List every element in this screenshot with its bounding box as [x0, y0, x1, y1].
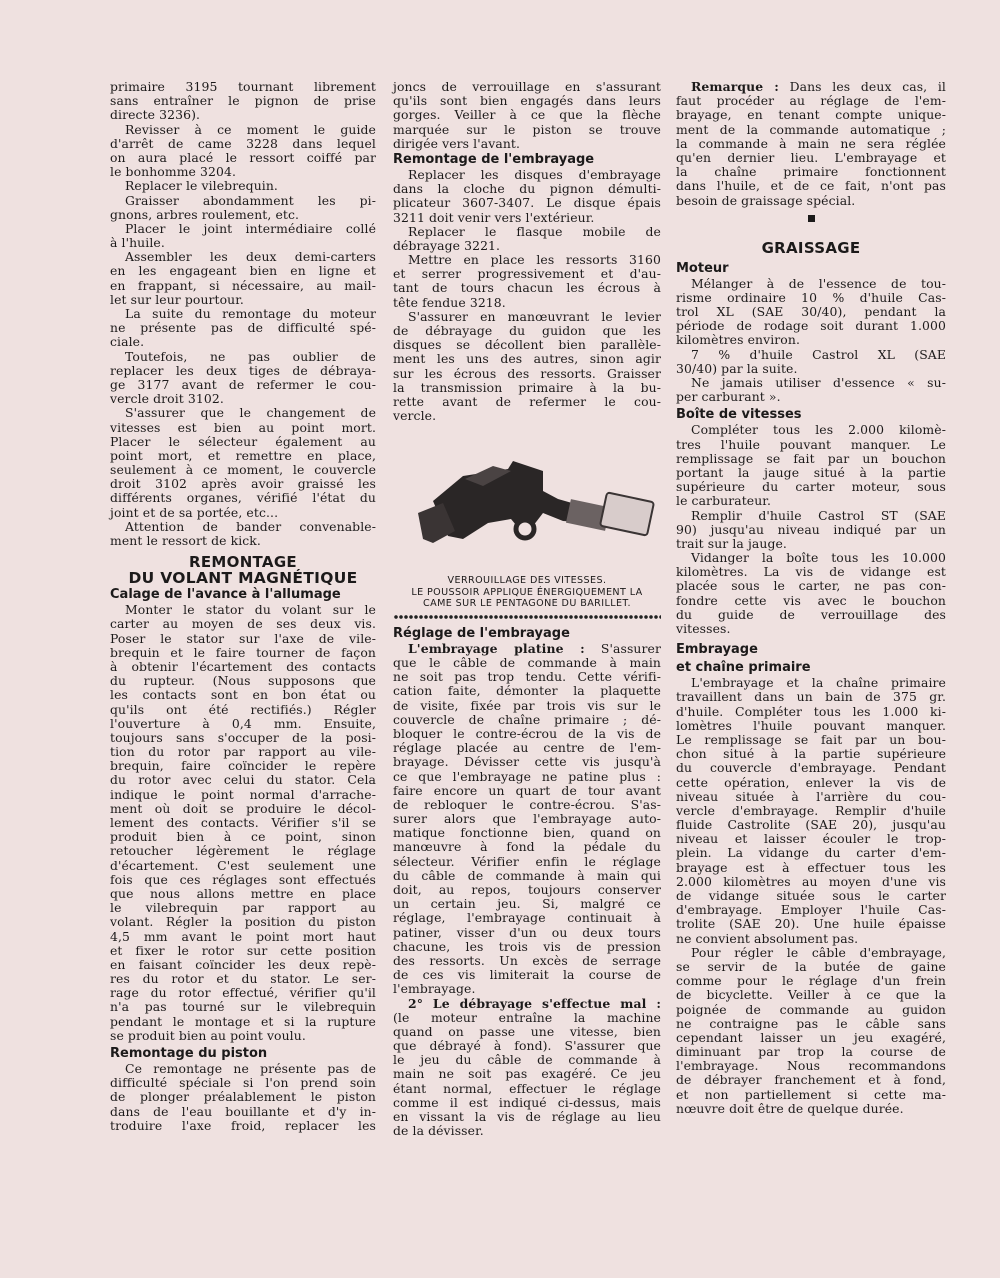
paragraph: [393, 642, 661, 997]
text-line: vercle.: [393, 408, 437, 424]
text-line: faut procéder au réglage de l'em-: [676, 93, 946, 109]
text-line: ment où doit se produire le décol-: [110, 800, 376, 816]
paragraph: [676, 376, 946, 404]
text-line: de rebloquer le contre-écrou. S'as-: [393, 796, 661, 812]
text-line: brayage, en tenant compte unique-: [676, 107, 946, 123]
text-line: Graisser abondamment les pi-: [125, 192, 376, 208]
text-line: brayage est à effectuer tous les: [676, 859, 946, 875]
text-line: 4,5 mm avant le point mort haut: [110, 928, 376, 944]
paragraph: [110, 603, 376, 1043]
text-line: joint et de sa portée, etc...: [110, 504, 279, 520]
text-line: portant la jauge situé à la partie: [676, 464, 946, 480]
text-line: cependant laisser un jeu exagéré,: [676, 1029, 946, 1045]
text-line: fluide Castrolite (SAE 20), jusqu'au: [676, 817, 946, 833]
paragraph: [393, 997, 661, 1139]
text-line: placée sous le carter, ne pas con-: [676, 578, 946, 594]
paragraph: [676, 676, 946, 946]
paragraph: [393, 225, 661, 253]
text-line: L'embrayage et la chaîne primaire: [691, 675, 946, 691]
text-line: ce que l'embrayage ne patine plus :: [393, 768, 661, 784]
text-line: per carburant ».: [676, 389, 781, 405]
text-line: et non partiellement si cette ma-: [676, 1086, 946, 1102]
text-line: chon situé à la partie supérieure: [676, 746, 946, 762]
text-line: cette opération, enlever la vis de: [676, 774, 946, 790]
paragraph: [110, 1062, 376, 1133]
text-line: plein. La vidange du carter d'em-: [676, 845, 946, 861]
text-line: brequin, faire coïncider le repère: [110, 758, 376, 774]
column-3: [676, 80, 946, 1116]
text-line: Remplir d'huile Castrol ST (SAE: [691, 507, 946, 523]
text-line: que débrayé à fond). S'assurer que: [393, 1038, 661, 1054]
text-line: du câble de commande à main qui: [393, 867, 661, 883]
text-line: comme pour le réglage d'un frein: [676, 973, 946, 989]
text-line: indique le point normal d'arrache-: [110, 786, 376, 802]
text-line: (le moteur entraîne la machine: [393, 1009, 661, 1025]
text-line: Replacer le flasque mobile de: [408, 223, 661, 239]
text-line: le jeu du câble de commande à: [393, 1052, 661, 1068]
text-line: ment de la commande automatique ;: [676, 121, 946, 137]
text-line: d'huile. Compléter tous les 1.000 ki-: [676, 703, 946, 719]
text-line: de plonger préalablement le piston: [110, 1089, 376, 1105]
text-line: du guide de verrouillage des: [676, 606, 946, 622]
subheading-calage: Calage de l'avance à l'allumage: [110, 587, 341, 603]
text-line: sur les écrous des ressorts. Graisser: [393, 365, 661, 381]
text-line: retoucher légèrement le réglage: [110, 843, 376, 859]
text-line: le carburateur.: [676, 493, 771, 509]
caption-line: VERROUILLAGE DES VITESSES.: [447, 575, 607, 587]
text-line: du rotor avec celui du stator. Cela: [110, 772, 376, 788]
text-line: Mélanger à de l'essence de tou-: [691, 275, 946, 291]
text-line: d'écartement. C'est seulement une: [110, 857, 376, 873]
text-line: besoin de graissage spécial.: [676, 192, 856, 208]
text-line: fondre cette vis avec le bouchon: [676, 592, 946, 608]
paragraph: [676, 509, 946, 552]
gear-selector-illustration: [393, 431, 661, 571]
paragraph: [676, 277, 946, 348]
text-line: [393, 997, 661, 1011]
text-line: 2.000 kilomètres au moyen d'une vis: [676, 873, 946, 889]
text-line: d'arrêt de came 3228 dans lequel: [110, 135, 376, 151]
subheading-boite-vitesses: Boîte de vitesses: [676, 407, 802, 423]
text-line: Revisser à ce moment le guide: [125, 121, 376, 137]
text-line: 30/40) par la suite.: [676, 360, 798, 376]
text-line: ne contraigne pas le câble sans: [676, 1015, 946, 1031]
text-line: qu'ils ont été rectifiés.) Régler: [110, 701, 376, 717]
text-line: de débrayer franchement et à fond,: [676, 1072, 946, 1088]
text-line: brayage. Dévisser cette vis jusqu'à: [393, 754, 661, 770]
text-line: l'ouverture à 0,4 mm. Ensuite,: [110, 715, 376, 731]
text-line: joncs de verrouillage en s'assurant: [393, 79, 661, 94]
text-line: la transmission primaire à la bu-: [393, 379, 661, 395]
text-line: remplissage se fait par un bouchon: [676, 450, 946, 466]
text-line: dirigée vers l'avant.: [393, 135, 521, 151]
text-line: Attention de bander convenable-: [125, 518, 376, 534]
text-line: de la dévisser.: [393, 1123, 484, 1139]
text-line: en faisant coïncider les deux repè-: [110, 956, 376, 972]
text-line: kilomètres environ.: [676, 332, 800, 348]
subheading-embrayage: Embrayage: [676, 642, 758, 658]
paragraph: [393, 168, 661, 225]
text-line: droit 3102 après avoir graissé les: [110, 476, 376, 492]
text-line: plicateur 3607-3407. Le disque épais: [393, 195, 661, 211]
text-line: carter au moyen de ses deux vis.: [110, 616, 376, 632]
text-line: [393, 642, 661, 656]
text-line: réglage placée au centre de l'em-: [393, 740, 661, 756]
paragraph: [110, 123, 376, 180]
text-line: tres l'huile pouvant manquer. Le: [676, 436, 946, 452]
text-line: nœuvre doit être de quelque durée.: [676, 1100, 904, 1116]
paragraph: [110, 194, 376, 222]
text-line: de bicyclette. Veiller à ce que la: [676, 987, 946, 1003]
text-line: de débrayage du guidon que les: [393, 323, 661, 338]
paragraph: [676, 423, 946, 508]
paragraph: [110, 350, 376, 407]
text-line: Vidanger la boîte tous les 10.000: [691, 550, 946, 566]
text-line: produit bien à ce point, sinon: [110, 829, 376, 845]
subheading-remontage-embrayage: Remontage de l'embrayage: [393, 151, 595, 167]
text-line: replacer les deux tiges de débraya-: [110, 362, 376, 378]
line-text: S'assurer: [584, 640, 661, 656]
paragraph: [393, 80, 661, 151]
text-line: du rupteur. (Nous supposons que: [110, 673, 376, 689]
text-line: [676, 80, 946, 94]
paragraph: [110, 179, 376, 193]
text-line: se produit bien au point voulu.: [110, 1027, 306, 1043]
text-line: directe 3236).: [110, 107, 201, 123]
text-line: faire encore un quart de tour avant: [393, 782, 661, 798]
section-title-volant: DU VOLANT MAGNÉTIQUE: [128, 569, 358, 588]
text-line: quand on passe une vitesse, bien: [393, 1023, 661, 1039]
text-line: période de rodage soit durant 1.000: [676, 318, 946, 334]
text-line: lomètres l'huile pouvant manquer.: [676, 717, 946, 733]
text-line: on aura placé le ressort coiffé par: [110, 149, 376, 165]
text-line: Assembler les deux demi-carters: [125, 249, 376, 265]
text-line: qu'ils sont bien engagés dans leurs: [393, 93, 661, 109]
text-line: à l'huile.: [110, 235, 165, 251]
text-line: qu'en dernier lieu. L'embrayage et: [676, 149, 946, 165]
text-line: dans de l'eau bouillante et d'y in-: [110, 1103, 376, 1119]
lead-bold: L'embrayage platine :: [408, 640, 585, 656]
text-line: Toutefois, ne pas oublier de: [125, 348, 376, 364]
text-line: l'embrayage. Nous recommandons: [676, 1058, 946, 1074]
text-line: sans entraîner le pignon de prise: [110, 93, 376, 109]
paragraph: [393, 310, 661, 424]
lead-bold: 2° Le débrayage s'effectue mal :: [408, 995, 661, 1011]
column-1: [110, 80, 376, 1133]
text-line: niveau et laisser écouler le trop-: [676, 831, 946, 847]
text-line: point mort, et remettre en place,: [110, 447, 376, 463]
text-line: de vidange située sous le carter: [676, 888, 946, 903]
text-line: 3211 doit venir vers l'extérieur.: [393, 209, 595, 225]
paragraph: [110, 520, 376, 548]
text-line: matique fonctionne bien, quand on: [393, 825, 661, 841]
text-line: patiner, visser d'un ou deux tours: [393, 924, 661, 940]
text-line: 7 % d'huile Castrol XL (SAE: [691, 346, 946, 362]
text-line: primaire 3195 tournant librement: [110, 79, 376, 94]
paragraph: [110, 80, 376, 123]
text-line: seulement à ce moment, le couvercle: [110, 462, 376, 478]
text-line: surer alors que l'embrayage auto-: [393, 811, 661, 827]
text-line: ne convient absolument pas.: [676, 930, 859, 946]
text-line: pendant le montage et si la rupture: [110, 1013, 376, 1029]
text-line: cation faite, démonter la plaquette: [393, 683, 661, 699]
text-line: S'assurer en manœuvrant le levier: [408, 308, 661, 324]
text-line: Placer le joint intermédiaire collé: [125, 220, 376, 236]
text-line: Ne jamais utiliser d'essence « su-: [691, 375, 946, 390]
paragraph: [676, 946, 946, 1116]
text-line: Replacer le vilebrequin.: [125, 178, 278, 194]
text-line: let sur leur pourtour.: [110, 291, 244, 307]
text-line: du couvercle d'embrayage. Pendant: [676, 760, 946, 776]
text-line: le bonhomme 3204.: [110, 164, 236, 180]
text-line: en vissant la vis de réglage au lieu: [393, 1109, 661, 1124]
paragraph: [110, 222, 376, 250]
paragraph: [676, 80, 946, 208]
text-line: difficulté spéciale si l'on prend soin: [110, 1075, 376, 1091]
text-line: en frappant, si nécessaire, au mail-: [110, 277, 376, 293]
section-end-square: [808, 215, 815, 222]
text-line: res du rotor et du stator. Le ser-: [110, 971, 376, 987]
text-line: débrayage 3221.: [393, 237, 501, 253]
subheading-moteur: Moteur: [676, 260, 729, 276]
text-line: la chaîne primaire fonctionnent: [676, 164, 946, 180]
text-line: tant de tours chacun les écrous à: [393, 280, 661, 296]
subheading-chaine-primaire: et chaîne primaire: [676, 660, 811, 676]
text-line: tion du rotor par rapport au vile-: [110, 744, 376, 760]
text-line: Ce remontage ne présente pas de: [125, 1061, 376, 1076]
text-line: le vilebrequin par rapport au: [110, 900, 376, 916]
text-line: Monter le stator du volant sur le: [125, 602, 376, 618]
text-line: et serrer progressivement et d'au-: [393, 266, 661, 282]
text-line: comme il est indiqué ci-dessus, mais: [393, 1094, 661, 1110]
text-line: sélecteur. Vérifier enfin le réglage: [393, 853, 661, 869]
caption-line: CAME SUR LE PENTAGONE DU BARILLET.: [423, 598, 631, 610]
text-line: Replacer les disques d'embrayage: [408, 166, 661, 182]
text-line: niveau située à l'arrière du cou-: [676, 788, 946, 804]
text-line: se servir de la butée de gaine: [676, 958, 946, 974]
wavy-separator: [393, 614, 661, 620]
text-line: n'a pas tourné sur le vilebrequin: [110, 999, 376, 1015]
text-line: gorges. Veiller à ce que la flèche: [393, 107, 661, 123]
text-line: manœuvre à fond la pédale du: [393, 839, 661, 855]
text-line: Placer le sélecteur également au: [110, 433, 376, 449]
text-line: les contacts sont en bon état ou: [110, 687, 376, 703]
text-line: chacune, les trois vis de pression: [393, 938, 661, 954]
text-line: La suite du remontage du moteur: [125, 306, 376, 321]
text-line: lement des contacts. Vérifier s'il se: [110, 815, 376, 830]
text-line: l'embrayage.: [393, 981, 476, 997]
text-line: Compléter tous les 2.000 kilomè-: [691, 422, 946, 438]
text-line: dans la cloche du pignon démulti-: [393, 181, 661, 197]
text-line: 90) jusqu'au niveau indiqué par un: [676, 521, 946, 537]
paragraph: [110, 250, 376, 307]
text-line: vercle d'embrayage. Remplir d'huile: [676, 802, 946, 818]
text-line: kilomètres. La vis de vidange est: [676, 564, 946, 580]
paragraph: [110, 406, 376, 520]
text-line: étant normal, effectuer le réglage: [393, 1080, 661, 1096]
figure-caption: [393, 575, 661, 610]
text-line: la commande à main ne sera réglée: [676, 135, 946, 151]
text-line: toujours sans s'occuper de la posi-: [110, 729, 376, 745]
text-line: volant. Régler la position du piston: [110, 914, 376, 930]
paragraph: [676, 551, 946, 636]
text-line: S'assurer que le changement de: [125, 405, 376, 421]
text-line: poignée de commande au guidon: [676, 1001, 946, 1017]
text-line: Poser le stator sur l'axe de vile-: [110, 630, 376, 646]
text-line: gnons, arbres roulement, etc.: [110, 206, 300, 222]
line-text: Dans les deux cas, il: [778, 79, 946, 94]
text-line: disques se décollent bien parallèle-: [393, 337, 661, 353]
lead-bold: Remarque :: [691, 79, 779, 94]
text-line: Le remplissage se fait par un bou-: [676, 731, 946, 747]
text-line: travaillent dans un bain de 375 gr.: [676, 689, 946, 705]
text-line: diminuant par trop la course de: [676, 1044, 946, 1060]
text-line: que nous allons mettre en place: [110, 885, 376, 901]
text-line: brequin et le faire tourner de façon: [110, 644, 376, 660]
text-line: Pour régler le câble d'embrayage,: [691, 944, 946, 960]
text-line: à obtenir l'écartement des contacts: [110, 658, 376, 674]
subheading-piston: Remontage du piston: [110, 1046, 268, 1061]
text-line: ment les uns des autres, sinon agir: [393, 351, 661, 367]
text-line: bloquer le contre-écrou de la vis de: [393, 725, 661, 741]
text-line: de ces vis limiterait la course de: [393, 967, 661, 983]
text-line: ment le ressort de kick.: [110, 533, 261, 548]
text-line: vitesses.: [676, 621, 731, 636]
text-line: supérieure du carter moteur, sous: [676, 479, 946, 495]
paragraph: [393, 253, 661, 310]
text-line: Mettre en place les ressorts 3160: [408, 252, 661, 268]
text-line: fois que ces réglages sont effectués: [110, 871, 376, 887]
paragraph: [676, 348, 946, 376]
text-line: ciale.: [110, 334, 145, 350]
column-2: [393, 80, 661, 1138]
gear-lock-photo: [393, 431, 661, 571]
text-line: troduire l'axe froid, replacer les: [110, 1117, 376, 1133]
section-title-remontage: REMONTAGE: [189, 553, 297, 572]
subheading-reglage-embrayage: Réglage de l'embrayage: [393, 625, 570, 641]
text-line: ge 3177 avant de refermer le cou-: [110, 376, 376, 392]
paragraph: [110, 307, 376, 350]
text-line: d'embrayage. Employer l'huile Cas-: [676, 902, 946, 918]
text-line: risme ordinaire 10 % d'huile Cas-: [676, 289, 946, 305]
section-title-graissage: GRAISSAGE: [761, 238, 861, 257]
text-line: un certain jeu. Si, malgré ce: [393, 896, 661, 912]
text-line: des ressorts. Un excès de serrage: [393, 952, 661, 968]
text-line: rette avant de refermer le cou-: [393, 393, 661, 409]
text-line: rage du rotor effectué, vérifier qu'il: [110, 985, 376, 1001]
text-line: vercle droit 3102.: [110, 391, 224, 407]
text-line: vitesses est bien au point mort.: [110, 419, 376, 435]
text-line: marquée sur le piston se trouve: [393, 121, 661, 137]
text-line: en les engageant bien en ligne et: [110, 263, 376, 279]
caption-line: LE POUSSOIR APPLIQUE ÉNERGIQUEMENT LA: [411, 586, 643, 598]
text-line: tête fendue 3218.: [393, 294, 506, 310]
text-line: main ne soit pas exagéré. Ce jeu: [393, 1066, 661, 1082]
text-line: et fixer le rotor sur cette position: [110, 942, 376, 958]
text-line: doit, au repos, toujours conserver: [393, 882, 661, 897]
text-line: dans l'huile, et de ce fait, n'ont pas: [676, 178, 946, 194]
text-line: couvercle de chaîne primaire ; dé-: [393, 711, 661, 727]
text-line: différents organes, vérifié l'état du: [110, 490, 376, 506]
text-line: ne présente pas de difficulté spé-: [110, 320, 376, 336]
text-line: que le câble de commande à main: [393, 655, 661, 670]
text-line: trol XL (SAE 30/40), pendant la: [676, 304, 946, 320]
text-line: trait sur la jauge.: [676, 535, 787, 551]
text-line: réglage, l'embrayage continuait à: [393, 910, 661, 926]
text-line: ne soit pas trop tendu. Cette vérifi-: [393, 669, 661, 685]
text-line: trolite (SAE 20). Une huile épaisse: [676, 916, 946, 932]
text-line: de visite, fixée par trois vis sur le: [393, 697, 661, 713]
